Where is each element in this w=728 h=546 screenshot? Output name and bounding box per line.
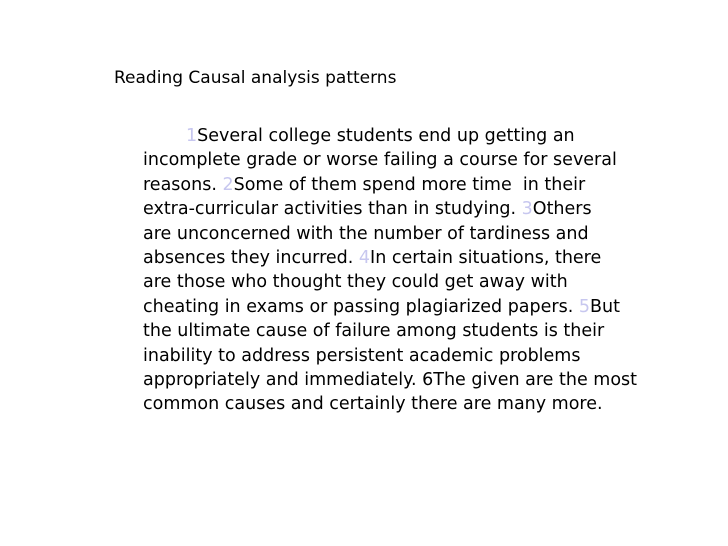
line-text: Several college students end up getting an <box>197 126 575 146</box>
paragraph-line <box>143 246 683 270</box>
sentence-number: 1 <box>186 126 198 146</box>
line-text: the ultimate cause of failure among students is their <box>143 321 605 342</box>
paragraph-line <box>143 392 683 416</box>
paragraph-line <box>143 148 683 172</box>
line-text: incomplete grade or worse failing a course for several <box>143 150 617 171</box>
paragraph-line <box>143 295 683 319</box>
line-text: Some of them spend more time in their <box>233 174 586 195</box>
line-text: extra-curricular activities than in studying. <box>143 199 522 220</box>
sentence-number: 3 <box>521 199 533 220</box>
line-text: reasons. <box>143 174 223 195</box>
line-text: Others <box>532 199 592 220</box>
line-text: are unconcerned with the number of tardiness and <box>143 223 589 244</box>
line-text: appropriately and immediately. 6The given are the most <box>143 370 638 391</box>
line-text: cheating in exams or passing plagiarized papers. <box>143 296 579 317</box>
sentence-number: 5 <box>578 296 590 317</box>
paragraph-line <box>143 319 683 343</box>
paragraph-line <box>143 124 683 148</box>
line-text: inability to address persistent academic problems <box>143 345 581 366</box>
slide-title: Reading Causal analysis patterns <box>114 68 397 88</box>
line-text: But <box>589 296 620 317</box>
paragraph-line <box>143 270 683 294</box>
paragraph <box>143 124 683 417</box>
line-text: absences they incurred. <box>143 248 359 269</box>
line-text: are those who thought they could get away with <box>143 272 568 293</box>
paragraph-line <box>143 222 683 246</box>
paragraph-line <box>143 197 683 221</box>
line-text: In certain situations, there <box>370 248 602 269</box>
paragraph-line <box>143 173 683 197</box>
sentence-number: 4 <box>358 248 371 269</box>
line-text: common causes and certainly there are many more. <box>143 394 603 415</box>
sentence-number: 2 <box>222 174 234 195</box>
paragraph-line <box>143 368 683 392</box>
paragraph-line <box>143 344 683 368</box>
